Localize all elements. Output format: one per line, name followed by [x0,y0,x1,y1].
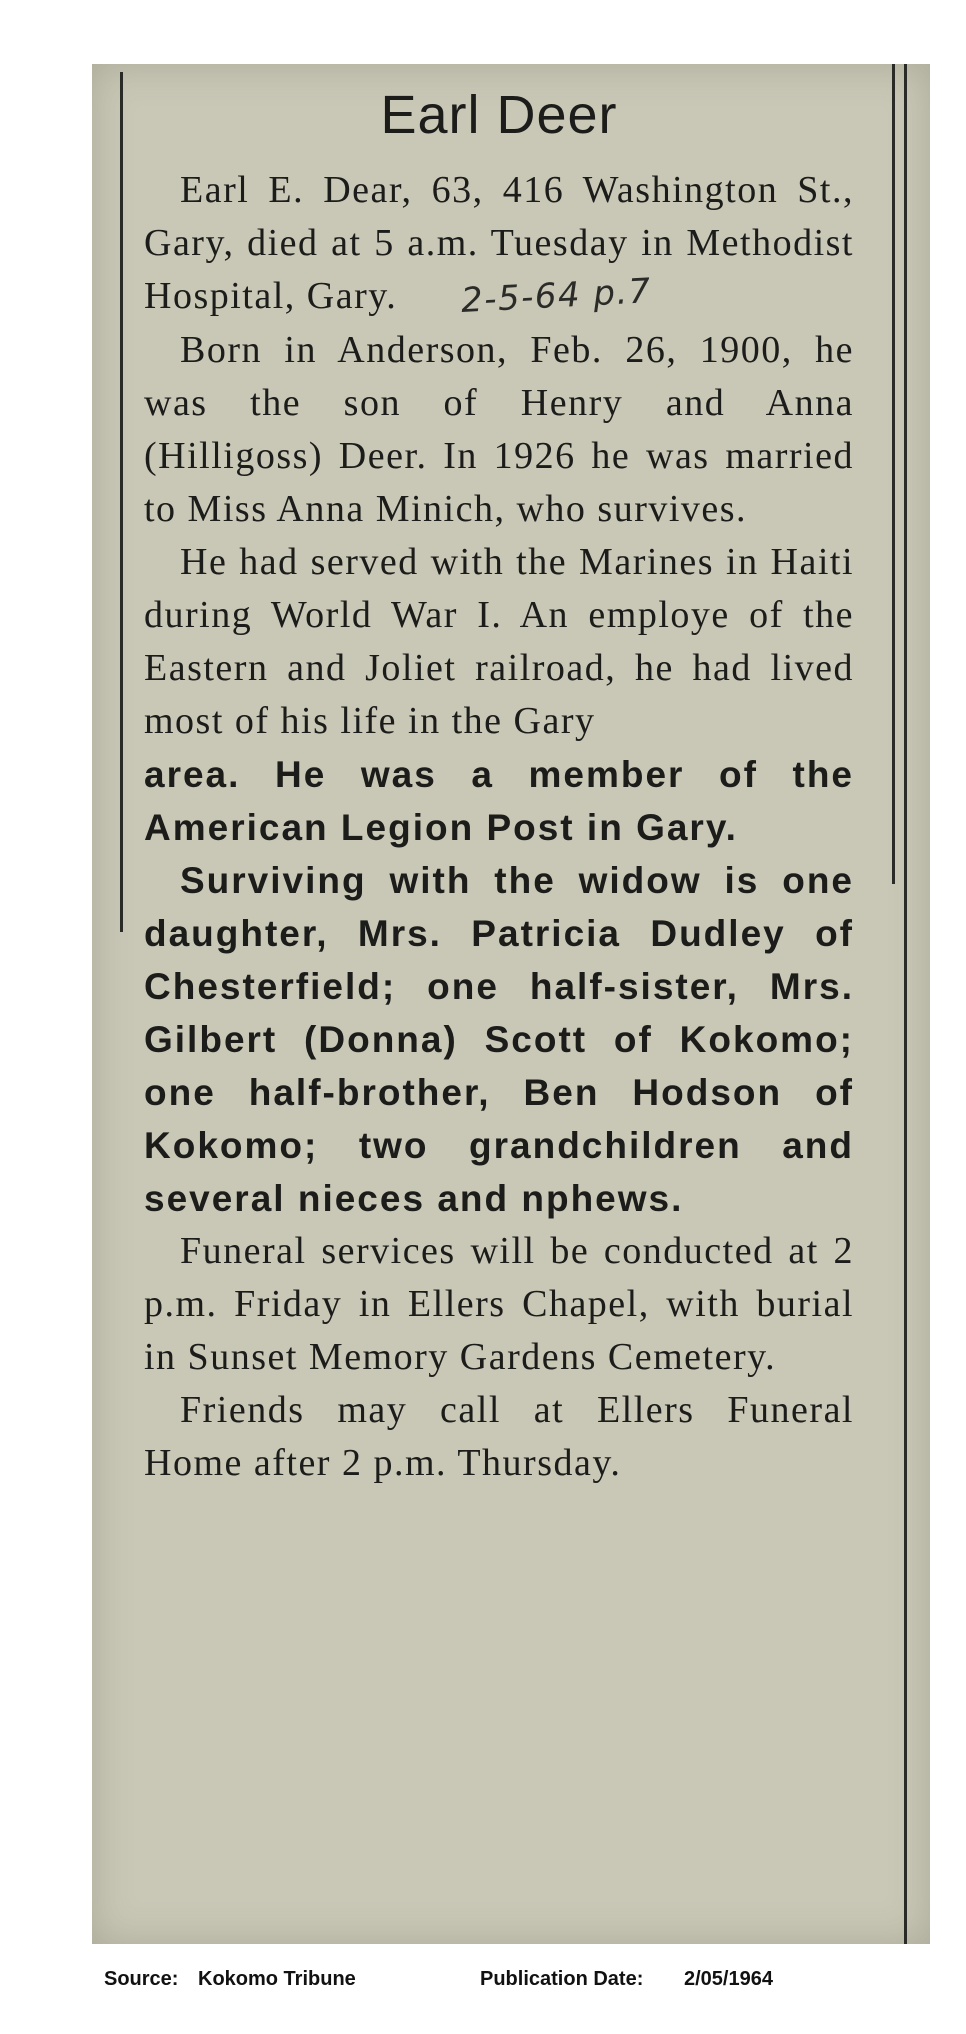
article-headline: Earl Deer [380,85,618,145]
column-rule-right [904,64,907,1944]
column-rule-right-inner [892,64,895,884]
paragraph-text: Earl E. Dear, 63, 416 Washington St., Gary, died at 5 a.m. Tuesday in Methodist Hospital, Gary. [144,169,854,317]
source-value: Kokomo Tribune [198,1968,356,1990]
publication-date-value: 2/05/1964 [684,1968,773,1990]
obituary-article [144,84,854,1490]
publication-date-label: Publication Date: [480,1968,644,1990]
column-rule-left [120,72,123,932]
caption-footer [0,1968,966,2008]
handwritten-note: 2-5-64 p.7 [460,271,654,322]
article-paragraph-1 [144,164,854,324]
article-paragraph-4: area. He was a member of the American Legion Post in Gary. [144,754,854,848]
source-label: Source: [104,1968,179,1990]
article-paragraph-5: Surviving with the widow is one daughter, Mrs. Patricia Dudley of Chesterfield; one half-sister, Mrs. Gilbert (Donna) Scott of Kokomo; one half-brother, Ben Hodson of Kokomo; two grandchildren and several nieces and nphews. [144,860,854,1219]
newspaper-clipping [92,64,930,1944]
article-paragraph-7: Friends may call at Ellers Funeral Home after 2 p.m. Thursday. [144,1389,854,1484]
article-paragraph-3: He had served with the Marines in Haiti during World War I. An employe of the Eastern and Joliet railroad, he had lived most of his life in the Gary [144,541,854,742]
article-paragraph-2: Born in Anderson, Feb. 26, 1900, he was the son of Henry and Anna (Hilligoss) Deer. In 1926 he was married to Miss Anna Minich, who survives. [144,329,854,530]
article-paragraph-6: Funeral services will be conducted at 2 p.m. Friday in Ellers Chapel, with burial in Sunset Memory Gardens Cemetery. [144,1230,854,1378]
